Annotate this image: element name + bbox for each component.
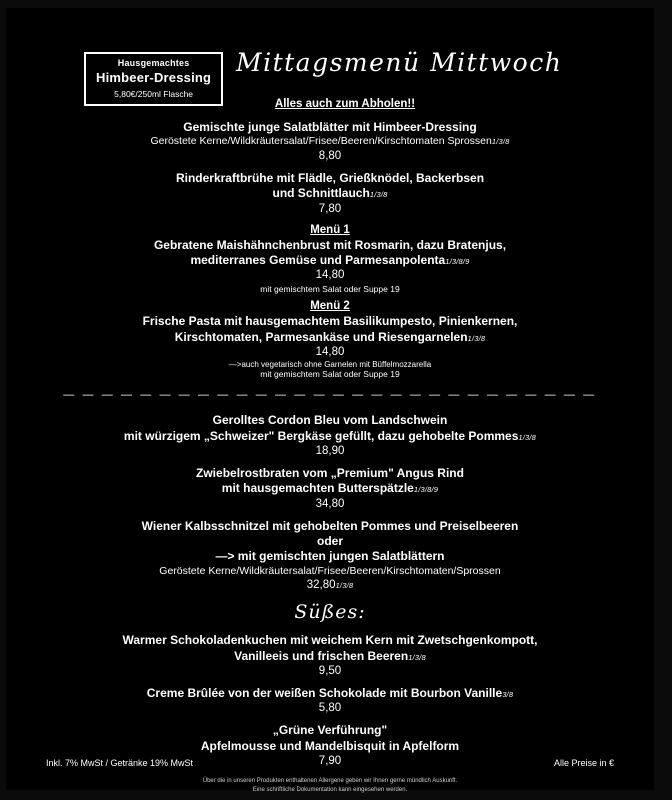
menu-item-zwiebelrostbraten bbox=[46, 466, 614, 510]
dish-price bbox=[46, 579, 614, 591]
dish-price: 34,80 bbox=[315, 497, 345, 510]
menu-2-line-2 bbox=[46, 330, 614, 345]
dish-name-line-2-text: Vanilleeis und frischen Beeren bbox=[234, 648, 409, 663]
dish-name-line-2: Apfelmousse und Mandelbisquit in Apfelform bbox=[200, 738, 460, 753]
stamp-line-1: Hausgemachtes bbox=[117, 58, 190, 68]
menu-footer bbox=[46, 758, 614, 768]
menu-1-line-1: Gebratene Maishähnchenbrust mit Rosmarin, dazu Bratenjus, bbox=[153, 237, 507, 252]
dish-name-line-2-text: mit hausgemachten Butterspätzle bbox=[221, 481, 414, 496]
dish-name-line-2 bbox=[46, 186, 614, 201]
stamp-line-2: Himbeer-Dressing bbox=[96, 70, 212, 86]
allergen-code: 1/3/8 bbox=[491, 137, 510, 147]
dish-price: 9,50 bbox=[318, 665, 342, 678]
menu-sheet bbox=[6, 8, 654, 794]
dish-name-line-1: Wiener Kalbsschnitzel mit gehobelten Pommes und Preiselbeeren bbox=[141, 518, 519, 533]
dish-name-line-3: —> mit gemischten jungen Salatblättern bbox=[215, 549, 445, 564]
dish-price: 8,80 bbox=[318, 150, 342, 162]
section-divider: — — — — — — — — — — — — — — — — — — — — — — — — — — — — bbox=[63, 389, 597, 402]
dish-name-line-2-text: und Schnittlauch bbox=[272, 186, 370, 201]
dish-name-line-1: Rinderkraftbrühe mit Flädle, Grießknödel, Backerbsen bbox=[175, 171, 485, 185]
menu-item-creme-brulee bbox=[46, 686, 614, 714]
dish-name-line-2: oder bbox=[316, 533, 343, 548]
allergen-code: 3/8 bbox=[502, 690, 514, 700]
allergen-code: 1/3/8/9 bbox=[445, 257, 470, 267]
dish-name: Gemischte junge Salatblätter mit Himbeer-Dressing bbox=[183, 120, 477, 134]
allergen-code: 1/3/8/9 bbox=[413, 485, 439, 495]
menu-1-line-2-text: mediterranes Gemüse und Parmesanpolenta bbox=[190, 253, 446, 268]
allergen-code: 1/3/8 bbox=[335, 581, 354, 591]
menu-2-line-2-text: Kirschtomaten, Parmesankäse und Riesengarnelen bbox=[174, 329, 468, 344]
menu-1-label: Menü 1 bbox=[310, 223, 350, 236]
allergen-legal-line-1: Über die in unseren Produkten enthaltenen Allergene geben wir Ihnen gerne mündlich Auskunft. bbox=[202, 778, 458, 785]
dish-name bbox=[46, 686, 614, 701]
menu-item-rinderkraftbruehe bbox=[46, 171, 614, 215]
dish-name-line-1: Gerolltes Cordon Bleu vom Landschwein bbox=[212, 413, 448, 428]
menu-item-schokoladenkuchen bbox=[46, 633, 614, 677]
dish-name-line-1: Zwiebelrostbraten vom „Premium" Angus Rind bbox=[196, 465, 464, 480]
menu-2-note-salat: mit gemischtem Salat oder Suppe 19 bbox=[260, 369, 400, 380]
menu-2-block bbox=[46, 300, 614, 379]
allergen-code: 1/3/8 bbox=[467, 333, 486, 343]
dish-name-line-2 bbox=[46, 429, 614, 444]
footer-currency-note: Alle Preise in € bbox=[553, 758, 614, 768]
menu-1-note: mit gemischtem Salat oder Suppe 19 bbox=[260, 284, 400, 295]
allergen-code: 1/3/8 bbox=[369, 190, 388, 200]
dish-name-line-2 bbox=[46, 649, 614, 664]
dish-price: 5,80 bbox=[318, 702, 342, 715]
sweets-title: Süßes: bbox=[294, 601, 366, 624]
allergen-code: 1/3/8 bbox=[408, 652, 426, 662]
dressing-stamp bbox=[84, 52, 223, 106]
dish-name-line-1: „Grüne Verführung" bbox=[272, 723, 388, 738]
menu-1-price: 14,80 bbox=[315, 269, 345, 282]
menu-1-block bbox=[46, 224, 614, 295]
stamp-line-3: 5,80€/250ml Flasche bbox=[114, 88, 194, 99]
menu-item-wiener-kalbsschnitzel bbox=[46, 519, 614, 592]
menu-item-salat bbox=[46, 120, 614, 162]
allergen-legal-note bbox=[46, 777, 614, 795]
dish-description bbox=[46, 135, 614, 149]
menu-1-line-2 bbox=[46, 253, 614, 268]
dish-name-line-2-text: mit würzigem „Schweizer" Bergkäse gefüllt, dazu gehobelte Pommes bbox=[123, 428, 519, 443]
menu-item-cordon-bleu bbox=[46, 413, 614, 457]
dish-name-line-2 bbox=[46, 481, 614, 496]
footer-tax-note: Inkl. 7% MwSt / Getränke 19% MwSt bbox=[46, 758, 194, 768]
dish-price: 18,90 bbox=[315, 444, 345, 457]
allergen-legal-line-2: Eine schriftliche Dokumentation kann eingesehen werden. bbox=[252, 787, 408, 794]
dish-price: 7,90 bbox=[318, 755, 342, 768]
menu-2-note-veg: —>auch vegetarisch ohne Garnelen mit Büffelmozzarella bbox=[228, 360, 432, 370]
menu-2-label: Menü 2 bbox=[310, 300, 350, 313]
dish-name-line-1: Warmer Schokoladenkuchen mit weichem Kern mit Zwetschgenkompott, bbox=[122, 633, 538, 648]
dish-name-text: Creme Brûlée von der weißen Schokolade mit Bourbon Vanille bbox=[146, 686, 503, 701]
dish-description: Geröstete Kerne/Wildkräutersalat/Frisee/Beeren/Kirschtomaten/Sprossen bbox=[159, 564, 501, 577]
takeaway-note: Alles auch zum Abholen!! bbox=[274, 98, 416, 110]
page-title: Mittagsmenü Mittwoch bbox=[236, 48, 563, 77]
dish-price: 7,80 bbox=[318, 202, 342, 215]
menu-2-line-1: Frische Pasta mit hausgemachtem Basilikumpesto, Pinienkernen, bbox=[142, 314, 518, 329]
allergen-code: 1/3/8 bbox=[518, 432, 537, 442]
dish-price-text: 32,80 bbox=[306, 579, 336, 592]
menu-2-price: 14,80 bbox=[315, 346, 345, 359]
dish-description-text: Geröstete Kerne/Wildkräutersalat/Frisee/Beeren/Kirschtomaten Sprossen bbox=[150, 135, 492, 148]
menu-header bbox=[46, 34, 614, 99]
